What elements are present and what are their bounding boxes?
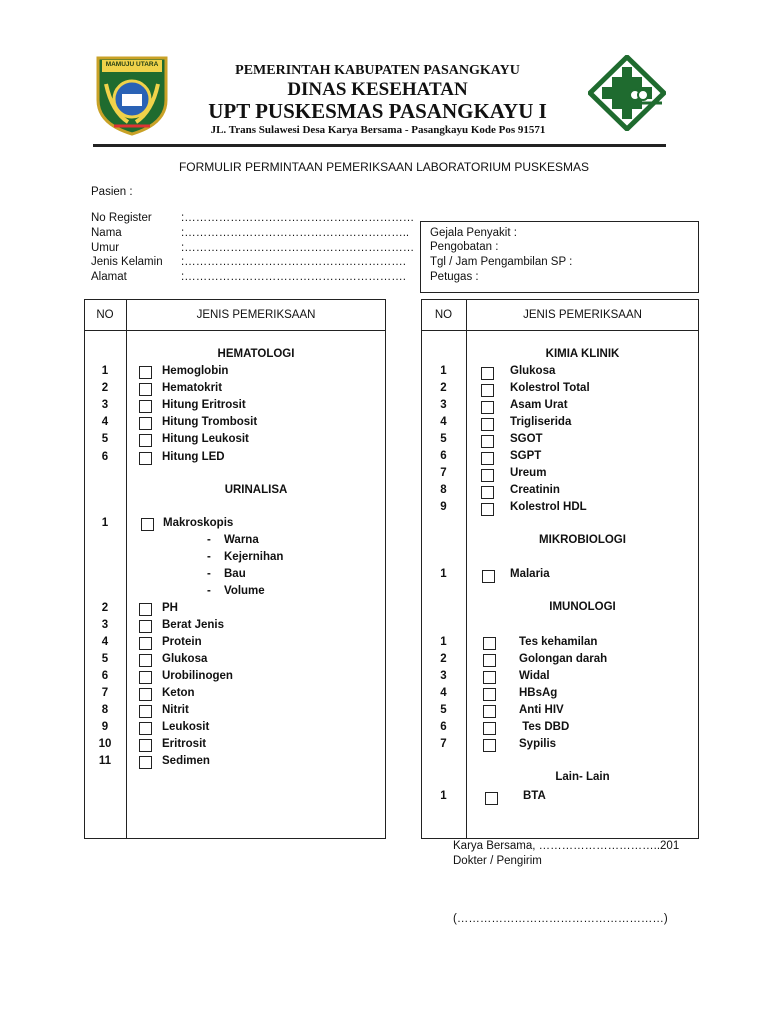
section-imunologi: IMUNOLOGI — [549, 601, 616, 613]
info-gejala[interactable]: Gejala Penyakit : — [430, 227, 517, 239]
checkbox[interactable] — [139, 671, 152, 684]
row-no: 1 — [440, 790, 447, 802]
checkbox[interactable] — [483, 739, 496, 752]
row-no: 1 — [440, 365, 447, 377]
row-no: 2 — [440, 653, 447, 665]
left-logo — [92, 54, 172, 136]
exam-label: Kolestrol Total — [510, 382, 590, 394]
row-no: 6 — [101, 451, 109, 463]
info-pengobatan[interactable]: Pengobatan : — [430, 241, 499, 253]
info-tgl-jam[interactable]: Tgl / Jam Pengambilan SP : — [430, 256, 573, 268]
sub-item-kejernihan: Kejernihan — [224, 551, 284, 563]
section-hematologi: HEMATOLOGI — [217, 348, 295, 360]
checkbox[interactable] — [482, 570, 495, 583]
exam-label: Tes kehamilan — [519, 636, 598, 648]
exam-label: SGPT — [510, 450, 542, 462]
exam-label: Berat Jenis — [162, 619, 225, 631]
header-line2: DINAS KESEHATAN — [287, 79, 468, 100]
header-divider — [93, 144, 666, 147]
field-umur-label: Umur — [91, 242, 120, 254]
exam-label: Glukosa — [162, 653, 208, 665]
checkbox[interactable] — [139, 637, 152, 650]
exam-label: Keton — [162, 687, 195, 699]
field-jenis-kelamin-value[interactable]: :…………………………………………………. — [181, 256, 406, 268]
logo-caption: MAMUJU UTARA — [105, 61, 159, 68]
exam-label: Sedimen — [162, 755, 210, 767]
right-table-col-divider — [466, 299, 467, 839]
checkbox[interactable] — [481, 418, 494, 431]
row-no: 4 — [101, 416, 109, 428]
checkbox[interactable] — [139, 688, 152, 701]
exam-label: Nitrit — [162, 704, 189, 716]
right-col-jenis: JENIS PEMERIKSAAN — [523, 309, 642, 321]
row-no: 6 — [440, 450, 447, 462]
field-nama-label: Nama — [91, 227, 122, 239]
exam-label: PH — [162, 602, 178, 614]
checkbox[interactable] — [481, 486, 494, 499]
checkbox[interactable] — [139, 366, 152, 379]
checkbox[interactable] — [481, 367, 494, 380]
checkbox[interactable] — [139, 417, 152, 430]
row-no: 7 — [440, 738, 447, 750]
checkbox[interactable] — [139, 756, 152, 769]
row-no: 5 — [101, 433, 109, 445]
info-petugas[interactable]: Petugas : — [430, 271, 479, 283]
exam-label: BTA — [523, 790, 546, 802]
exam-label: Hitung Leukosit — [162, 433, 249, 445]
row-no: 11 — [98, 755, 112, 767]
left-col-jenis: JENIS PEMERIKSAAN — [196, 309, 316, 321]
row-no: 8 — [101, 704, 109, 716]
sub-item-warna: Warna — [224, 534, 259, 546]
checkbox[interactable] — [139, 705, 152, 718]
row-no: 8 — [440, 484, 447, 496]
checkbox[interactable] — [481, 503, 494, 516]
checkbox[interactable] — [139, 654, 152, 667]
left-col-no: NO — [96, 309, 114, 321]
section-kimia-klinik: KIMIA KLINIK — [545, 348, 620, 360]
exam-label: SGOT — [510, 433, 543, 445]
row-no: 6 — [101, 670, 109, 682]
checkbox[interactable] — [481, 384, 494, 397]
form-title: FORMULIR PERMINTAAN PEMERIKSAAN LABORATORIUM PUSKESMAS — [178, 160, 590, 174]
row-no: 6 — [440, 721, 447, 733]
patient-label: Pasien : — [91, 186, 133, 198]
field-alamat-value[interactable]: :…………………………………………………. — [181, 271, 406, 283]
exam-label: Ureum — [510, 467, 547, 479]
row-no: 3 — [101, 399, 109, 411]
exam-label: Hemoglobin — [162, 365, 229, 377]
checkbox[interactable] — [483, 654, 496, 667]
checkbox[interactable] — [483, 688, 496, 701]
section-urinalisa: URINALISA — [224, 484, 288, 496]
exam-label: Leukosit — [162, 721, 210, 733]
checkbox[interactable] — [139, 452, 152, 465]
signature-place-date[interactable]: Karya Bersama, …………………………..201 — [453, 840, 680, 852]
field-nama-value[interactable]: :………………………………………………….. — [181, 227, 410, 239]
signature-role: Dokter / Pengirim — [453, 855, 542, 867]
row-no: 2 — [101, 382, 109, 394]
field-umur-value[interactable]: :…………………………………………………… — [181, 242, 415, 254]
row-no: 2 — [440, 382, 447, 394]
checkbox[interactable] — [139, 739, 152, 752]
row-no: 5 — [440, 704, 447, 716]
checkbox[interactable] — [481, 469, 494, 482]
sub-dash: - — [207, 585, 211, 597]
checkbox[interactable] — [483, 671, 496, 684]
row-no: 5 — [440, 433, 447, 445]
checkbox[interactable] — [139, 400, 152, 413]
exam-label: Urobilinogen — [162, 670, 233, 682]
checkbox[interactable] — [141, 518, 154, 531]
row-no: 3 — [101, 619, 109, 631]
row-no: 1 — [101, 365, 109, 377]
row-no: 9 — [440, 501, 447, 513]
sub-dash: - — [207, 568, 211, 580]
row-no: 3 — [440, 670, 447, 682]
section-lain-lain: Lain- Lain — [555, 771, 610, 783]
checkbox[interactable] — [481, 452, 494, 465]
checkbox[interactable] — [483, 722, 496, 735]
checkbox[interactable] — [139, 620, 152, 633]
checkbox[interactable] — [139, 722, 152, 735]
exam-label: Trigliserida — [510, 416, 572, 428]
exam-label: Creatinin — [510, 484, 560, 496]
exam-label: Hematokrit — [162, 382, 223, 394]
exam-label: HBsAg — [519, 687, 558, 699]
row-no: 7 — [101, 687, 109, 699]
exam-label: Hitung LED — [162, 451, 225, 463]
exam-label: Golongan darah — [519, 653, 608, 665]
row-no: 2 — [101, 602, 109, 614]
left-table-header-divider — [84, 330, 386, 331]
row-no: 5 — [101, 653, 109, 665]
exam-label: Asam Urat — [510, 399, 568, 411]
sub-item-bau: Bau — [224, 568, 246, 580]
checkbox[interactable] — [139, 434, 152, 447]
row-no: 1 — [101, 517, 109, 529]
right-logo — [588, 55, 666, 131]
exam-label-makroskopis: Makroskopis — [163, 517, 234, 529]
field-jenis-kelamin-label: Jenis Kelamin — [91, 256, 163, 268]
exam-label: Eritrosit — [162, 738, 207, 750]
checkbox[interactable] — [481, 435, 494, 448]
exam-label: Malaria — [510, 568, 550, 580]
right-col-no: NO — [434, 309, 453, 321]
row-no: 4 — [440, 416, 447, 428]
row-no: 4 — [101, 636, 109, 648]
row-no: 1 — [440, 568, 447, 580]
row-no: 4 — [440, 687, 447, 699]
header-line3: UPT PUSKESMAS PASANGKAYU I — [208, 99, 547, 123]
sub-dash: - — [207, 551, 211, 563]
checkbox[interactable] — [139, 603, 152, 616]
exam-label: Kolestrol HDL — [510, 501, 587, 513]
exam-label: Widal — [519, 670, 550, 682]
exam-label: Tes DBD — [519, 721, 570, 733]
exam-label: Anti HIV — [519, 704, 564, 716]
left-table-col-divider — [126, 299, 127, 839]
checkbox[interactable] — [483, 637, 496, 650]
section-mikrobiologi: MIKROBIOLOGI — [539, 534, 626, 546]
header-address: JL. Trans Sulawesi Desa Karya Bersama - Pasangkayu Kode Pos 91571 — [210, 124, 546, 136]
exam-label: Sypilis — [519, 738, 557, 750]
exam-label: Hitung Eritrosit — [162, 399, 246, 411]
exam-label: Protein — [162, 636, 202, 648]
field-alamat-label: Alamat — [91, 271, 127, 283]
sub-item-volume: Volume — [224, 585, 265, 597]
checkbox[interactable] — [481, 401, 494, 414]
checkbox[interactable] — [483, 705, 496, 718]
field-no-register-label: No Register — [91, 212, 152, 224]
row-no: 7 — [440, 467, 447, 479]
signature-name-line[interactable]: (………………………………………………) — [453, 913, 668, 925]
checkbox[interactable] — [485, 792, 498, 805]
row-no: 9 — [101, 721, 109, 733]
header-line1: PEMERINTAH KABUPATEN PASANGKAYU — [235, 63, 520, 78]
field-no-register-value[interactable]: :…………………………………………………… — [181, 212, 415, 224]
row-no: 1 — [440, 636, 447, 648]
sub-dash: - — [207, 534, 211, 546]
row-no: 3 — [440, 399, 447, 411]
exam-label: Glukosa — [510, 365, 556, 377]
exam-label: Hitung Trombosit — [162, 416, 258, 428]
checkbox[interactable] — [139, 383, 152, 396]
right-table-header-divider — [421, 330, 699, 331]
row-no: 10 — [98, 738, 112, 750]
